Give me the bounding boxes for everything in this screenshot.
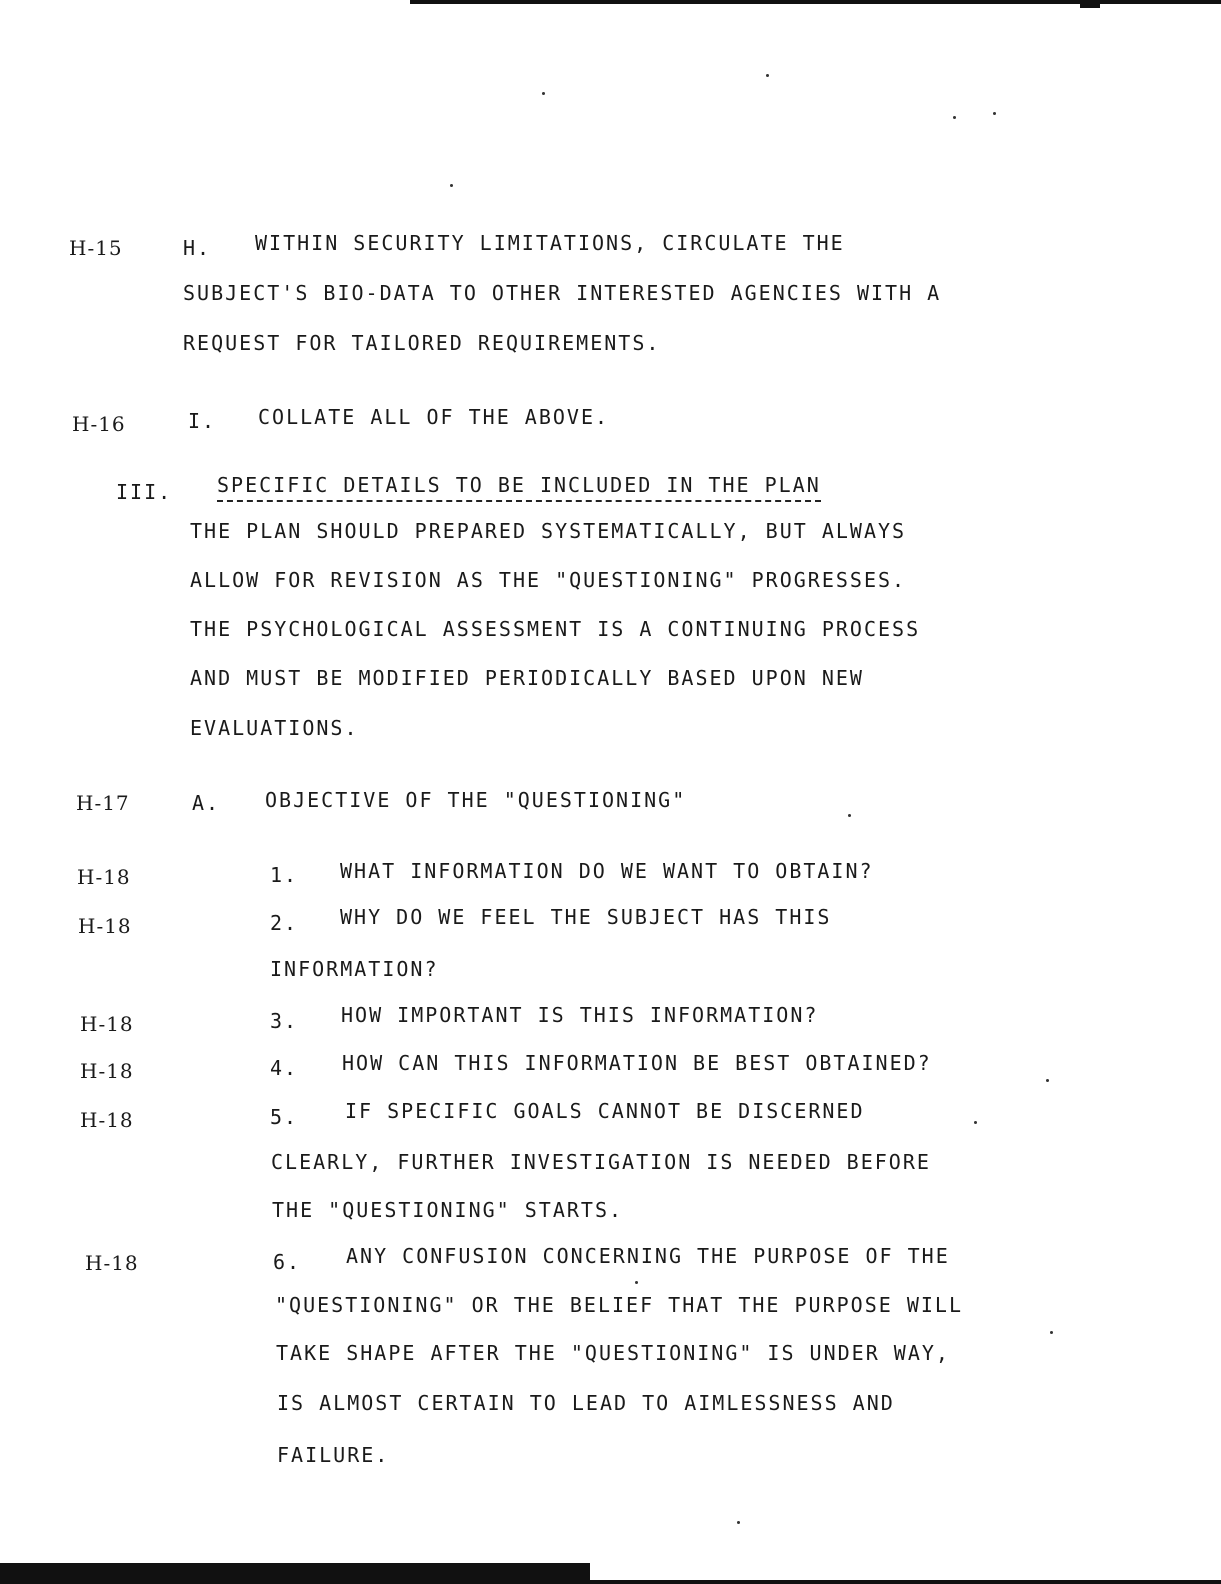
item-h-line: WITHIN SECURITY LIMITATIONS, CIRCULATE THE — [255, 231, 845, 255]
subitem-line: HOW CAN THIS INFORMATION BE BEST OBTAINED? — [342, 1051, 932, 1075]
section-iii-heading: SPECIFIC DETAILS TO BE INCLUDED IN THE PLAN — [217, 472, 821, 502]
subitem-line: HOW IMPORTANT IS THIS INFORMATION? — [341, 1003, 819, 1027]
scan-speck — [848, 814, 851, 817]
subitem-number: 3. — [270, 1009, 299, 1033]
ref-h18: H-18 — [80, 1108, 134, 1132]
scan-speck — [993, 112, 996, 115]
scan-speck — [953, 116, 956, 119]
section-iii-line: AND MUST BE MODIFIED PERIODICALLY BASED UPON NEW — [190, 666, 864, 690]
subitem-number: 6. — [273, 1250, 302, 1274]
item-a-line: OBJECTIVE OF THE "QUESTIONING" — [265, 788, 687, 812]
subitem-line: IF SPECIFIC GOALS CANNOT BE DISCERNED — [345, 1099, 865, 1123]
subitem-number: 5. — [270, 1105, 299, 1129]
ref-h18: H-18 — [78, 914, 132, 938]
scan-bottom-edge — [0, 1563, 590, 1584]
section-iii-numeral: III. — [116, 480, 173, 504]
subitem-line: TAKE SHAPE AFTER THE "QUESTIONING" IS UNDER WAY, — [276, 1341, 950, 1365]
subitem-line: IS ALMOST CERTAIN TO LEAD TO AIMLESSNESS AND — [277, 1391, 895, 1415]
subitem-line: FAILURE. — [277, 1443, 390, 1467]
item-a-marker: A. — [192, 791, 221, 815]
subitem-number: 4. — [270, 1056, 299, 1080]
subitem-line: ANY CONFUSION CONCERNING THE PURPOSE OF THE — [346, 1244, 950, 1268]
item-h-line: SUBJECT'S BIO-DATA TO OTHER INTERESTED AGENCIES WITH A — [183, 281, 942, 305]
scan-speck — [450, 184, 453, 187]
ref-h15: H-15 — [69, 236, 123, 260]
ref-h18: H-18 — [80, 1012, 134, 1036]
item-h-marker: H. — [183, 236, 212, 260]
ref-h18: H-18 — [77, 865, 131, 889]
subitem-line: THE "QUESTIONING" STARTS. — [272, 1198, 624, 1222]
subitem-number: 2. — [270, 911, 299, 935]
item-i-line: COLLATE ALL OF THE ABOVE. — [258, 405, 610, 429]
ref-h18: H-18 — [85, 1251, 139, 1275]
section-iii-line: THE PSYCHOLOGICAL ASSESSMENT IS A CONTINUING PROCESS — [190, 617, 921, 641]
scan-speck — [737, 1521, 740, 1524]
subitem-line: "QUESTIONING" OR THE BELIEF THAT THE PURPOSE WILL — [275, 1293, 964, 1317]
ref-h17: H-17 — [76, 791, 130, 815]
subitem-line: INFORMATION? — [270, 957, 439, 981]
scan-speck — [542, 92, 545, 95]
scan-speck — [1050, 1331, 1053, 1334]
subitem-line: WHAT INFORMATION DO WE WANT TO OBTAIN? — [340, 859, 874, 883]
ref-h16: H-16 — [72, 412, 126, 436]
subitem-line: WHY DO WE FEEL THE SUBJECT HAS THIS — [340, 905, 832, 929]
item-h-line: REQUEST FOR TAILORED REQUIREMENTS. — [183, 331, 661, 355]
section-iii-line: EVALUATIONS. — [190, 716, 359, 740]
scan-speck — [1046, 1079, 1049, 1082]
subitem-line: CLEARLY, FURTHER INVESTIGATION IS NEEDED BEFORE — [271, 1150, 931, 1174]
item-i-marker: I. — [188, 409, 217, 433]
section-iii-line: ALLOW FOR REVISION AS THE "QUESTIONING" PROGRESSES. — [190, 568, 907, 592]
scan-top-blot — [1080, 0, 1100, 8]
ref-h18: H-18 — [80, 1059, 134, 1083]
scan-speck — [635, 1281, 638, 1284]
scan-speck — [974, 1121, 977, 1124]
section-iii-line: THE PLAN SHOULD PREPARED SYSTEMATICALLY, BUT ALWAYS — [190, 519, 907, 543]
scan-speck — [766, 74, 769, 77]
scan-bottom-edge-thin — [590, 1580, 1221, 1584]
subitem-number: 1. — [270, 863, 299, 887]
